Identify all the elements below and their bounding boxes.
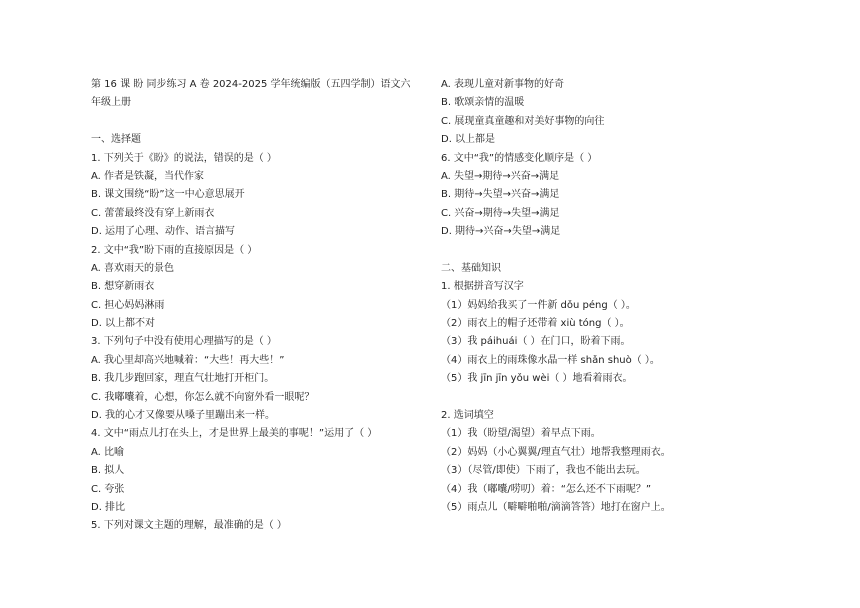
question-4-option-a: A. 比喻: [91, 446, 125, 458]
question-1-option-b: B. 课文围绕“盼”这一中心意思展开: [91, 189, 245, 201]
word-choice-task-title: 2. 选词填空: [441, 410, 494, 422]
question-3-option-d: D. 我的心才又像要从嗓子里蹦出来一样。: [91, 410, 276, 422]
question-5-option-d: D. 以上都是: [441, 134, 496, 146]
question-1-option-d: D. 运用了心理、动作、语言描写: [91, 226, 236, 238]
section-heading-choice: 一、选择题: [91, 134, 141, 146]
pinyin-item-1: （1）妈妈给我买了一件新 dǒu péng（ ）。: [441, 299, 636, 311]
word-choice-item-2: （2）妈妈（小心翼翼/理直气壮）地帮我整理雨衣。: [441, 446, 671, 458]
doc-title-line-1: 第 16 课 盼 同步练习 A 卷 2024-2025 学年统编版（五四学制）语文六: [91, 79, 411, 90]
question-3-stem: 3. 下列句子中没有使用心理描写的是（ ）: [91, 336, 277, 348]
question-2-option-b: B. 想穿新雨衣: [91, 281, 155, 293]
question-2-option-a: A. 喜欢雨天的景色: [91, 262, 175, 274]
question-3-option-a: A. 我心里却高兴地喊着：“大些！再大些！”: [91, 354, 285, 366]
question-2-stem: 2. 文中“我”盼下雨的直接原因是（ ）: [91, 244, 258, 256]
question-1-option-a: A. 作者是铁凝，当代作家: [91, 170, 205, 182]
left-column: [91, 76, 421, 536]
question-6-option-c: C. 兴奋→期待→失望→满足: [441, 207, 560, 219]
question-4-option-b: B. 拟人: [91, 465, 125, 477]
question-1-option-c: C. 蕾蕾最终没有穿上新雨衣: [91, 207, 215, 219]
pinyin-item-4: （4）雨衣上的雨珠像水晶一样 shǎn shuò（ ）。: [441, 354, 660, 366]
question-4-option-c: C. 夸张: [91, 483, 125, 495]
word-choice-item-3: （3）（尽管/即使）下雨了，我也不能出去玩。: [441, 465, 646, 477]
question-2-option-d: D. 以上都不对: [91, 318, 156, 330]
section-heading-basics: 二、基础知识: [441, 262, 501, 274]
question-5-option-a: A. 表现儿童对新事物的好奇: [441, 79, 565, 90]
question-6-option-b: B. 期待→失望→兴奋→满足: [441, 189, 560, 201]
question-2-option-c: C. 担心妈妈淋雨: [91, 299, 165, 311]
question-6-option-d: D. 期待→兴奋→失望→满足: [441, 226, 561, 238]
doc-title-line-2: 年级上册: [91, 97, 131, 109]
word-choice-item-4: （4）我（嘟囔/唠叨）着：“怎么还不下雨呢？”: [441, 483, 652, 495]
question-3-option-b: B. 我几步跑回家，理直气壮地打开柜门。: [91, 373, 275, 385]
question-5-option-b: B. 歌颂亲情的温暖: [441, 97, 525, 109]
word-choice-item-1: （1）我（盼望/渴望）着早点下雨。: [441, 428, 601, 440]
right-column: [441, 76, 771, 517]
question-5-option-c: C. 展现童真童趣和对美好事物的向往: [441, 115, 605, 127]
question-6-stem: 6. 文中“我”的情感变化顺序是（ ）: [441, 152, 598, 164]
question-5-stem: 5. 下列对课文主题的理解，最准确的是（ ）: [91, 520, 287, 532]
question-6-option-a: A. 失望→期待→兴奋→满足: [441, 170, 560, 182]
pinyin-item-5: （5）我 jīn jīn yǒu wèi（ ）地看着雨衣。: [441, 373, 633, 385]
word-choice-item-5: （5）雨点儿（噼噼啪啪/滴滴答答）地打在窗户上。: [441, 501, 671, 513]
question-1-stem: 1. 下列关于《盼》的说法，错误的是（ ）: [91, 152, 277, 164]
question-4-option-d: D. 排比: [91, 501, 126, 513]
pinyin-item-3: （3）我 páihuái（ ）在门口，盼着下雨。: [441, 336, 631, 348]
pinyin-task-title: 1. 根据拼音写汉字: [441, 281, 524, 293]
question-3-option-c: C. 我嘟囔着，心想，你怎么就不向窗外看一眼呢？: [91, 391, 315, 403]
pinyin-item-2: （2）雨衣上的帽子还带着 xiù tóng（ ）。: [441, 318, 630, 330]
question-4-stem: 4. 文中“雨点儿打在头上，才是世界上最美的事呢！”运用了（ ）: [91, 428, 378, 440]
